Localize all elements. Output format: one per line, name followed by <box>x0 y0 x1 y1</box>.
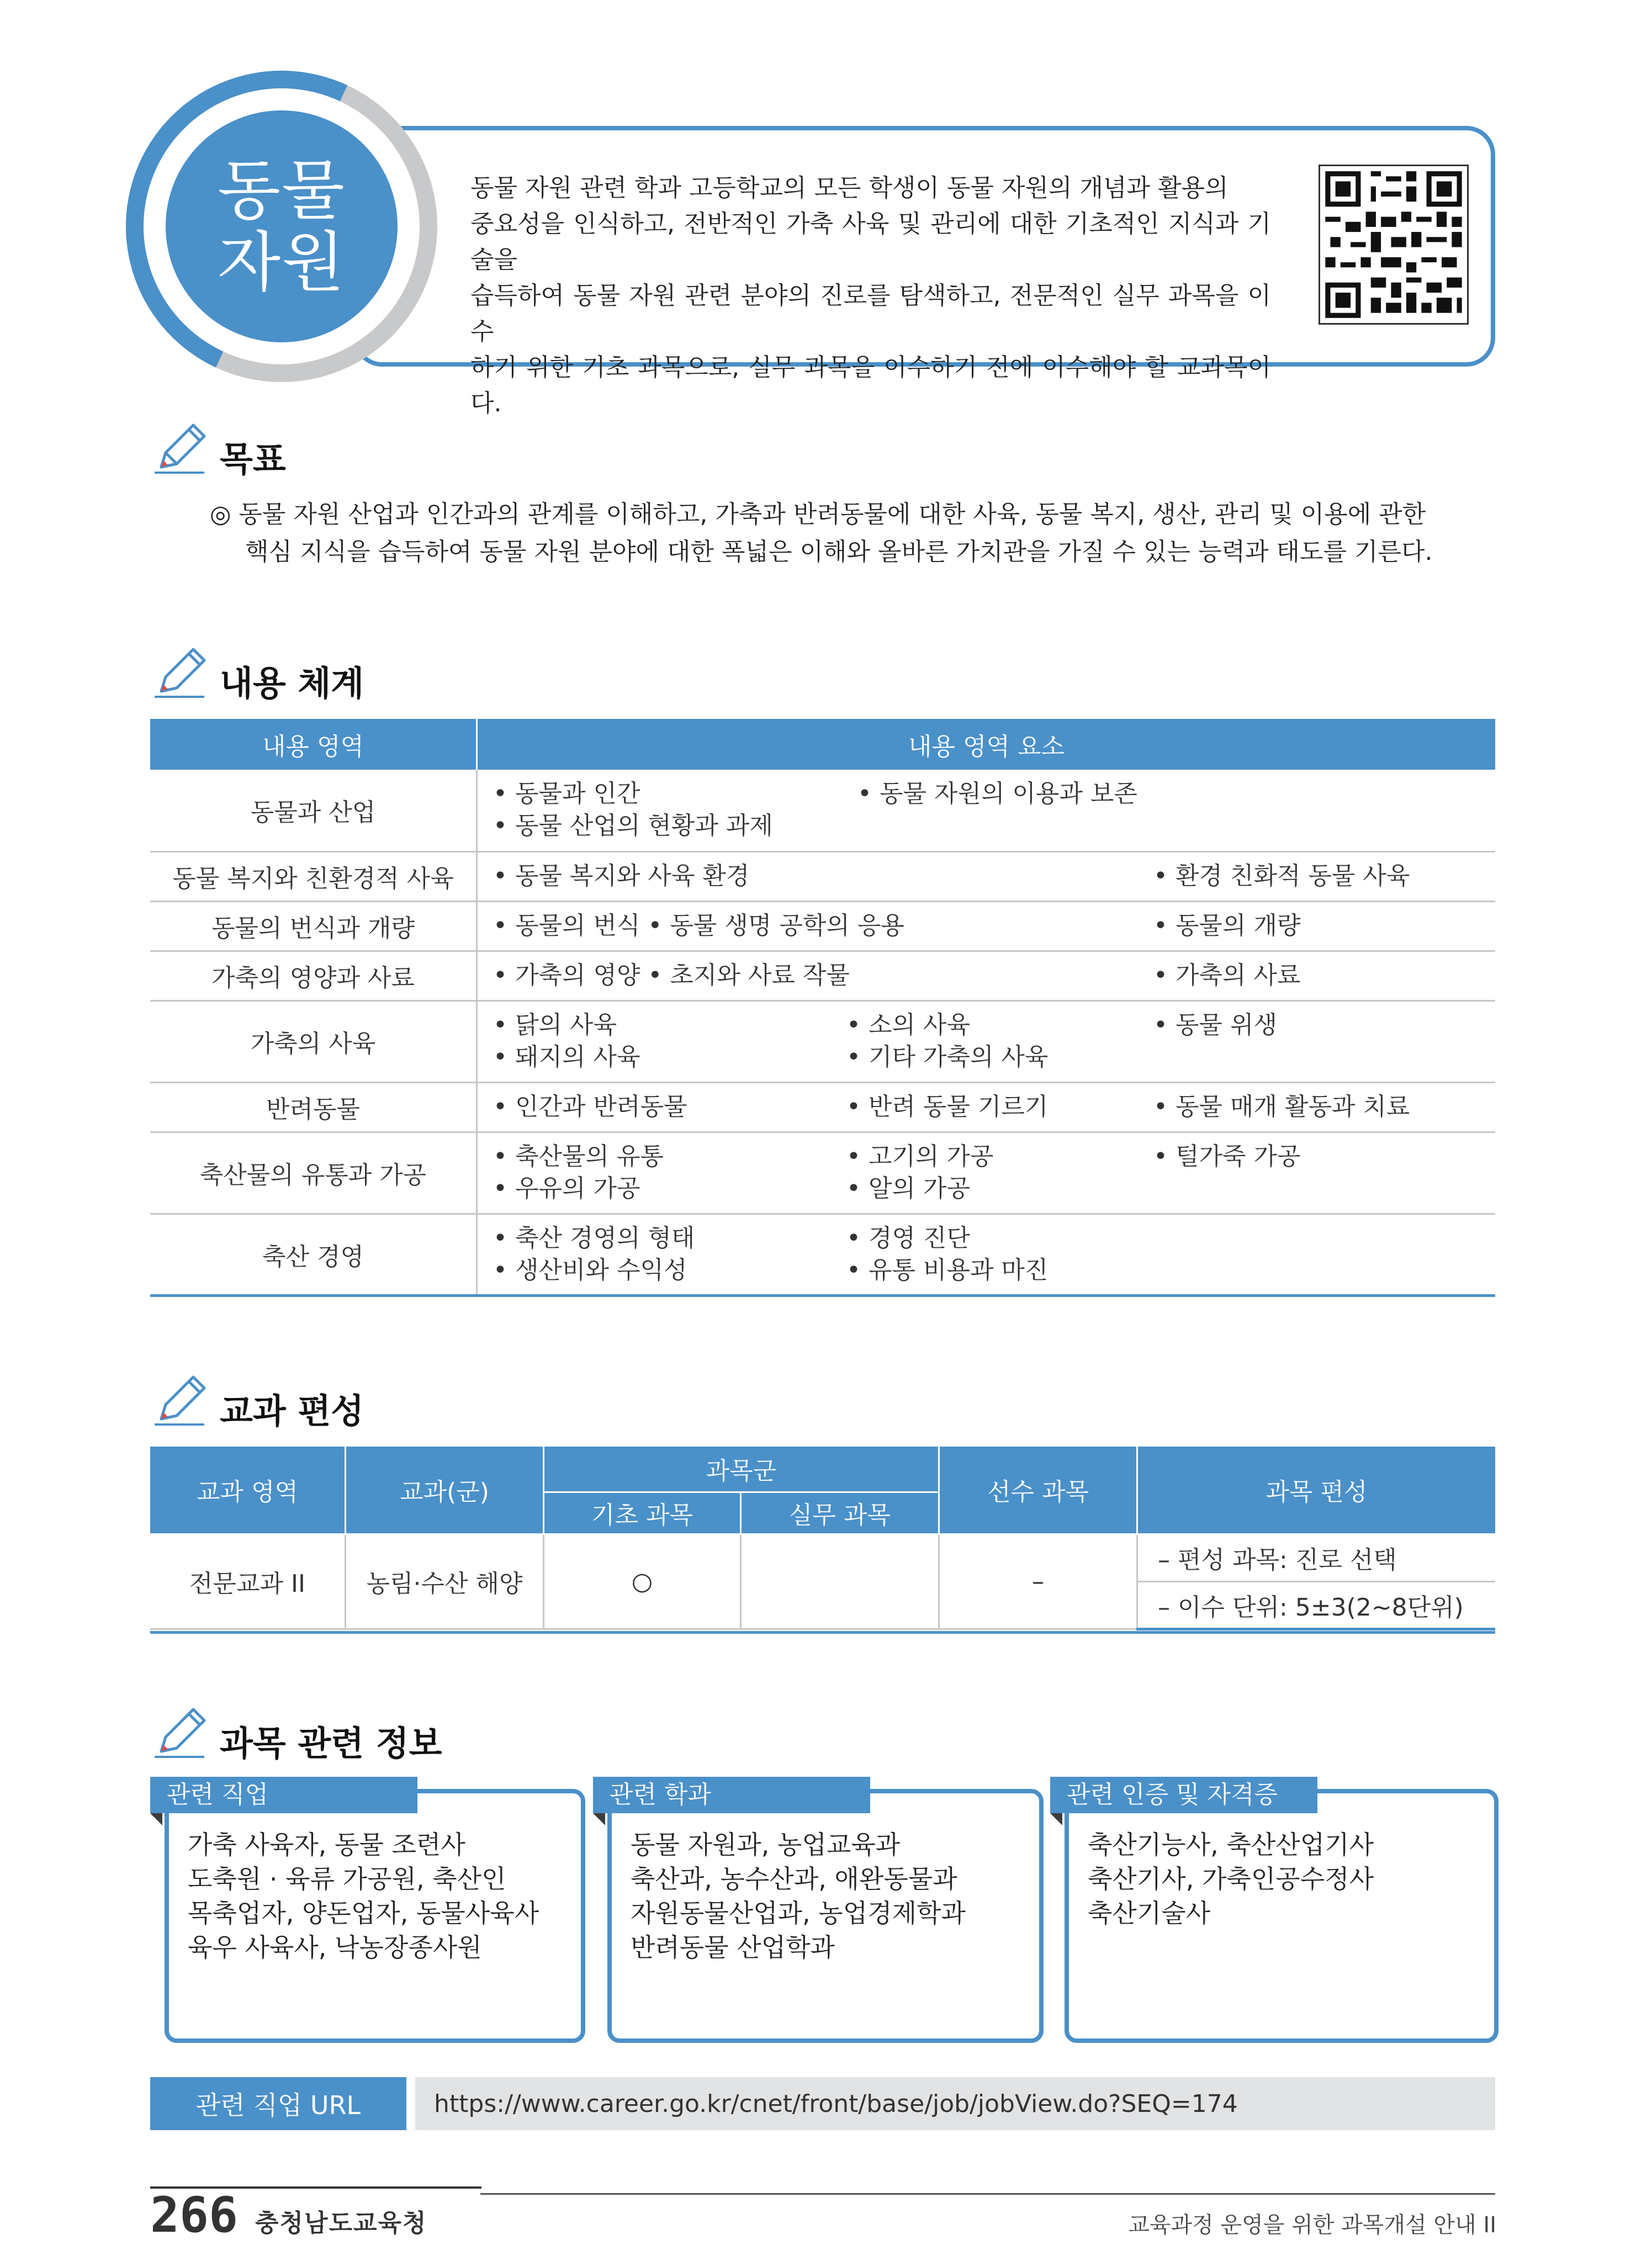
element-item: • 소의 사육 <box>846 1011 970 1039</box>
col-header-elements: 내용 영역 요소 <box>477 719 1496 770</box>
area-cell: 축산물의 유통과 가공 <box>150 1132 477 1214</box>
element-item: • 동물 복지와 사육 환경 <box>493 862 750 890</box>
col-header-compose: 과목 편성 <box>1137 1447 1496 1534</box>
basic-value: ○ <box>544 1534 741 1629</box>
pencil-icon <box>149 644 210 705</box>
certs-list <box>1088 1828 1374 1930</box>
list-item: 동물 자원과, 농업교육과 <box>631 1830 901 1860</box>
intro-line: 습득하여 동물 자원 관련 분야의 진로를 탐색하고, 전문적인 실무 과목을 이수 <box>470 282 1271 346</box>
goal-heading: 목표 <box>220 439 286 479</box>
elements-cell <box>477 901 1496 951</box>
element-item: • 동물의 개량 <box>1153 912 1301 940</box>
elements-cell <box>477 770 1496 851</box>
table-row <box>150 1534 1495 1581</box>
element-item: • 축산물의 유통 <box>493 1142 664 1171</box>
pencil-icon <box>149 1372 210 1432</box>
element-item: • 닭의 사육 <box>493 1011 617 1039</box>
subject-title-badge <box>166 110 398 342</box>
label-tab-shadow <box>593 1813 605 1825</box>
content-system-table <box>150 719 1495 1297</box>
col-header-prereq: 선수 과목 <box>939 1447 1137 1534</box>
element-item: • 알의 가공 <box>846 1174 970 1203</box>
goal-text <box>210 496 1496 571</box>
curriculum-table <box>150 1447 1495 1630</box>
table-row <box>150 1214 1495 1295</box>
subject-value: 농림·수산 해양 <box>346 1534 544 1629</box>
list-item: 축산기사, 가축인공수정사 <box>1088 1864 1374 1894</box>
element-item: • 환경 친화적 동물 사육 <box>1153 862 1410 890</box>
publisher-name: 충청남도교육청 <box>255 2209 427 2237</box>
element-item: • 기타 가축의 사육 <box>846 1043 1049 1071</box>
list-item: 축산기능사, 축산산업기사 <box>1088 1830 1374 1860</box>
element-item: • 우유의 가공 <box>493 1174 640 1203</box>
col-header-subject: 교과(군) <box>346 1447 544 1534</box>
element-item: • 동물 산업의 현황과 과제 <box>493 812 773 840</box>
certs-label: 관련 인증 및 자격증 <box>1050 1777 1317 1813</box>
document-title: 교육과정 운영을 위한 과목개설 안내 II <box>1128 2212 1496 2238</box>
area-cell: 동물과 산업 <box>150 770 477 851</box>
qr-code[interactable] <box>1319 165 1469 325</box>
element-item: • 돼지의 사육 <box>493 1043 640 1071</box>
elements-cell <box>477 851 1496 901</box>
job-url-label: 관련 직업 URL <box>150 2077 406 2130</box>
element-item: • 인간과 반려동물 <box>493 1093 687 1121</box>
elements-cell <box>477 1132 1496 1214</box>
depts-list <box>631 1828 966 1965</box>
col-header-group: 과목군 <box>544 1447 939 1492</box>
jobs-label: 관련 직업 <box>150 1777 417 1813</box>
jobs-list <box>188 1828 539 1965</box>
element-item: • 동물 위생 <box>1153 1011 1277 1039</box>
table-row <box>150 951 1495 1000</box>
area-cell: 축산 경영 <box>150 1214 477 1295</box>
curriculum-heading: 교과 편성 <box>220 1391 364 1431</box>
subject-title-line1: 동물 <box>218 152 346 229</box>
element-item: • 유통 비용과 마진 <box>846 1256 1049 1284</box>
element-item: • 반려 동물 기르기 <box>846 1093 1049 1121</box>
col-header-area: 내용 영역 <box>150 719 477 770</box>
element-item: • 고기의 가공 <box>846 1142 994 1171</box>
pencil-icon <box>149 420 210 480</box>
list-item: 육우 사육사, 낙농장종사원 <box>188 1932 482 1962</box>
list-item: 목축업자, 양돈업자, 동물사육사 <box>188 1898 539 1928</box>
area-cell: 동물 복지와 친환경적 사육 <box>150 851 477 901</box>
elements-cell <box>477 951 1496 1000</box>
table-row <box>150 1082 1495 1132</box>
table-row <box>150 770 1495 851</box>
col-header-area: 교과 영역 <box>150 1447 346 1534</box>
elements-cell <box>477 1000 1496 1082</box>
table-row <box>150 1000 1495 1082</box>
info-heading: 과목 관련 정보 <box>220 1723 442 1764</box>
intro-line: 동물 자원 관련 학과 고등학교의 모든 학생이 동물 자원의 개념과 활용의 <box>470 174 1229 202</box>
table-row <box>150 1132 1495 1214</box>
table-bottom-rule <box>150 1631 1495 1634</box>
elements-cell <box>477 1082 1496 1132</box>
element-item: • 가축의 영양 • 초지와 사료 작물 <box>493 961 850 989</box>
elements-cell <box>477 1214 1496 1295</box>
content-heading: 내용 체계 <box>220 663 364 703</box>
pencil-icon <box>149 1704 210 1765</box>
prereq-value: – <box>939 1534 1137 1629</box>
label-tab-shadow <box>150 1813 162 1825</box>
list-item: 축산과, 농수산과, 애완동물과 <box>631 1864 957 1894</box>
footer-rule-right <box>480 2193 1495 2195</box>
intro-line: 중요성을 인식하고, 전반적인 가축 사육 및 관리에 대한 기초적인 지식과 기술을 <box>470 210 1271 274</box>
element-item: • 털가죽 가공 <box>1153 1142 1301 1171</box>
element-item: • 동물 자원의 이용과 보존 <box>857 780 1137 808</box>
label-tab-shadow <box>1050 1813 1062 1825</box>
intro-line: 하기 위한 기초 과목으로, 실무 과목을 이수하기 전에 이수해야 할 교과목이다. <box>470 353 1271 417</box>
list-item: 자원동물산업과, 농업경제학과 <box>631 1898 966 1928</box>
depts-label: 관련 학과 <box>593 1777 870 1813</box>
practical-value <box>741 1534 939 1629</box>
table-row <box>150 851 1495 901</box>
element-item: • 가축의 사료 <box>1153 961 1301 989</box>
element-item: • 축산 경영의 형태 <box>493 1224 695 1252</box>
element-item: • 동물과 인간 <box>493 780 640 808</box>
goal-line: ◎ 동물 자원 산업과 인간과의 관계를 이해하고, 가축과 반려동물에 대한 사육, 동물 복지, 생산, 관리 및 이용에 관한 <box>210 500 1426 528</box>
intro-text <box>470 170 1271 421</box>
area-cell: 가축의 영양과 사료 <box>150 951 477 1000</box>
table-row <box>150 901 1495 951</box>
element-item: • 동물의 번식 • 동물 생명 공학의 응용 <box>493 912 904 940</box>
compose-value: – 이수 단위: 5±3(2~8단위) <box>1137 1581 1496 1629</box>
qr-code-graphic <box>1320 166 1467 323</box>
area-value: 전문교과 II <box>150 1534 346 1629</box>
goal-line: 핵심 지식을 습득하여 동물 자원 분야에 대한 폭넓은 이해와 올바른 가치관을 가질 수 있는 능력과 태도를 기른다. <box>245 538 1433 566</box>
element-item: • 동물 매개 활동과 치료 <box>1153 1093 1410 1121</box>
page-number: 266 <box>150 2186 238 2243</box>
list-item: 반려동물 산업학과 <box>631 1932 835 1962</box>
element-item: • 경영 진단 <box>846 1224 970 1252</box>
element-item: • 생산비와 수익성 <box>493 1256 687 1284</box>
list-item: 도축원 · 육류 가공원, 축산인 <box>188 1864 506 1894</box>
list-item: 축산기술사 <box>1088 1898 1211 1928</box>
area-cell: 가축의 사육 <box>150 1000 477 1082</box>
area-cell: 반려동물 <box>150 1082 477 1132</box>
job-url-link[interactable]: https://www.career.go.kr/cnet/front/base/job/jobView.do?SEQ=174 <box>415 2077 1495 2130</box>
subject-title-line2: 자원 <box>218 224 346 300</box>
list-item: 가축 사육자, 동물 조련사 <box>188 1830 465 1860</box>
compose-value: – 편성 과목: 진로 선택 <box>1137 1534 1496 1581</box>
area-cell: 동물의 번식과 개량 <box>150 901 477 951</box>
col-header-basic: 기초 과목 <box>544 1492 741 1534</box>
col-header-practical: 실무 과목 <box>741 1492 939 1534</box>
